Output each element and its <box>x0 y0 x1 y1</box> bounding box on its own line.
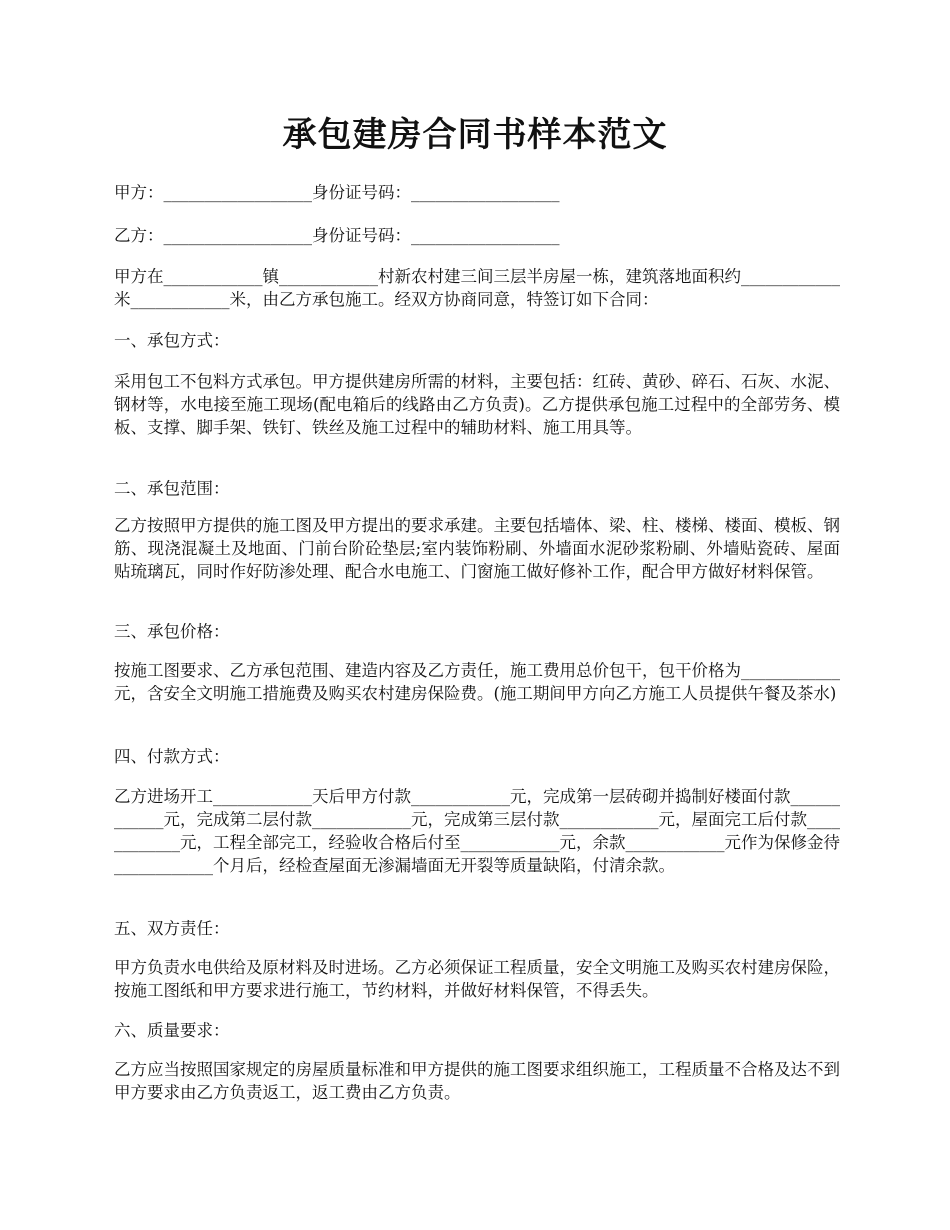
section-heading-responsibilities: 五、双方责任： <box>114 919 230 938</box>
document-title: 承包建房合同书样本范文 <box>282 115 668 155</box>
section-heading-contract-method: 一、承包方式： <box>114 331 230 350</box>
section-heading-quality: 六、质量要求： <box>114 1021 230 1040</box>
section-heading-contract-price: 三、承包价格： <box>114 622 230 641</box>
intro-paragraph: 甲方在____________镇____________村新农村建三间三层半房屋一栋，建筑落地面积约____________米____________米，由乙方承包施工。经双方协商同意，特签订如下合同： <box>114 267 840 309</box>
section-heading-contract-scope: 二、承包范围： <box>114 479 230 498</box>
section-body-contract-method: 采用包工不包料方式承包。甲方提供建房所需的材料，主要包括：红砖、黄砂、碎石、石灰、水泥、钢材等，水电接至施工现场(配电箱后的线路由乙方负责)。乙方提供承包施工过程中的全部劳务、模板、支撑、脚手架、铁钉、铁丝及施工过程中的辅助材料、施工用具等。 <box>114 372 840 437</box>
party-a-line: 甲方：__________________身份证号码：__________________ <box>114 183 560 202</box>
party-b-line: 乙方：__________________身份证号码：__________________ <box>114 226 560 245</box>
section-body-contract-scope: 乙方按照甲方提供的施工图及甲方提出的要求承建。主要包括墙体、梁、柱、楼梯、楼面、模板、钢筋、现浇混凝土及地面、门前台阶砼垫层;室内装饰粉刷、外墙面水泥砂浆粉刷、外墙贴瓷砖、屋面贴琉璃瓦，同时作好防渗处理、配合水电施工、门窗施工做好修补工作，配合甲方做好材料保管。 <box>114 516 840 581</box>
section-heading-payment: 四、付款方式： <box>114 747 230 766</box>
section-body-contract-price: 按施工图要求、乙方承包范围、建造内容及乙方责任，施工费用总价包干，包干价格为____________元，含安全文明施工措施费及购买农村建房保险费。(施工期间甲方向乙方施工人员提供午餐及茶水) <box>114 661 840 703</box>
section-body-payment: 乙方进场开工____________天后甲方付款____________元，完成第一层砖砌并捣制好楼面付款____________元，完成第二层付款____________元，完成第三层付款____________元，屋面完工后付款____________元，工程全部完工，经验收合格后付至____________元，余款____________元作为保修金待____________个月后，经检查屋面无渗漏墙面无开裂等质量缺陷，付清余款。 <box>114 787 840 875</box>
section-body-quality: 乙方应当按照国家规定的房屋质量标准和甲方提供的施工图要求组织施工，工程质量不合格及达不到甲方要求由乙方负责返工，返工费由乙方负责。 <box>114 1060 840 1102</box>
section-body-responsibilities: 甲方负责水电供给及原材料及时进场。乙方必须保证工程质量，安全文明施工及购买农村建房保险，按施工图纸和甲方要求进行施工，节约材料，并做好材料保管，不得丢失。 <box>114 958 840 1000</box>
